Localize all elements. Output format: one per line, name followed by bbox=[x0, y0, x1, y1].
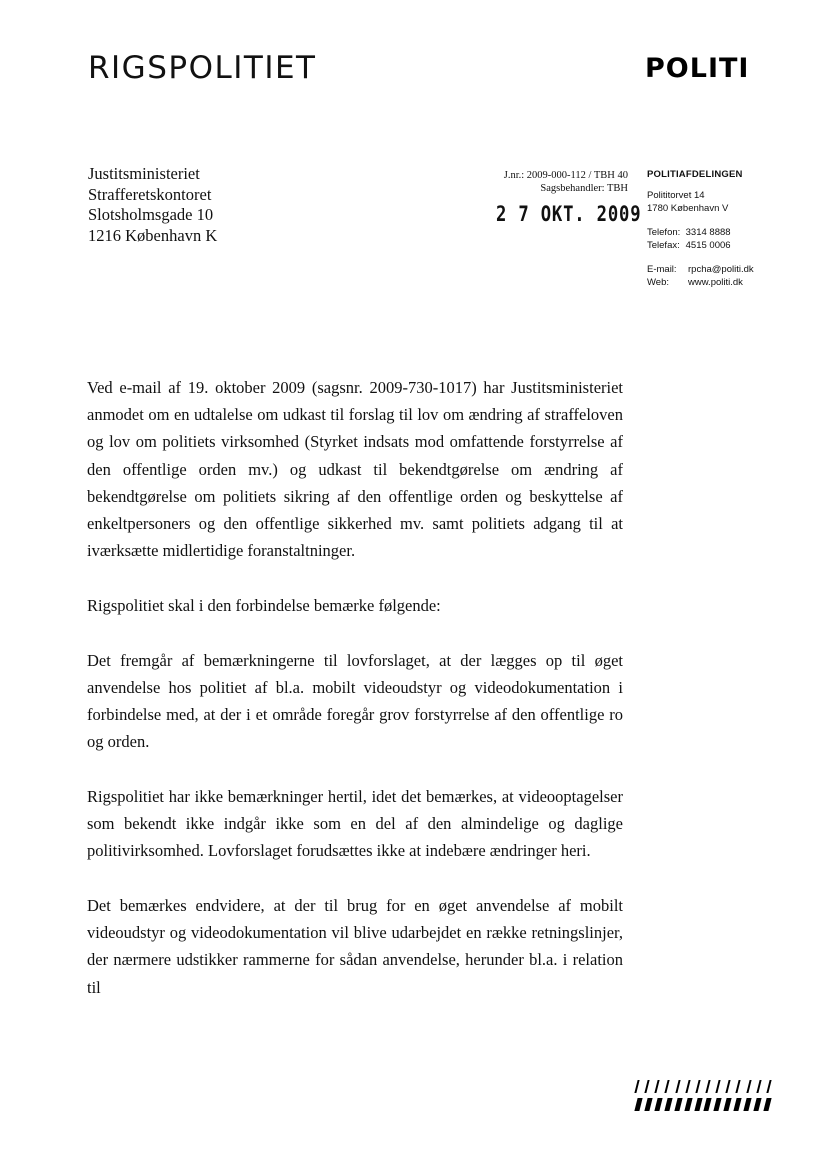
body-paragraph: Det bemærkes endvidere, at der til brug for en øget anvendelse af mobilt videoudstyr og videodokumentation vil blive udarbejdet en række retningslinjer, der nærmere udstikker rammerne for sådan anvendelse, herunder bl.a. i relation til bbox=[87, 896, 623, 997]
recipient-line: 1216 København K bbox=[88, 225, 218, 245]
date-stamp: 2 7 OKT. 2009 bbox=[496, 202, 642, 226]
sender-address-line: 1780 København V bbox=[647, 203, 729, 214]
department-name: POLITIAFDELINGEN bbox=[647, 169, 743, 180]
sender-block bbox=[647, 168, 787, 289]
recipient-line: Strafferetskontoret bbox=[88, 184, 212, 204]
organization-title: RIGSPOLITIET bbox=[88, 50, 317, 86]
phone-label: Telefon: bbox=[647, 227, 681, 238]
body-paragraph: Det fremgår af bemærkningerne til lovforslaget, at der lægges op til øget anvendelse hos politiet af bl.a. mobilt videoudstyr og videodokumentation i forbindelse med, at der i et område foregår grov forstyrrelse af den offentlige ro og orden. bbox=[87, 650, 623, 752]
politi-logo: POLITI bbox=[645, 53, 750, 84]
body-paragraph: Rigspolitiet skal i den forbindelse bemærke følgende: bbox=[87, 595, 441, 615]
fax-row bbox=[647, 239, 787, 252]
body-paragraph: Rigspolitiet har ikke bemærkninger hertil, idet det bemærkes, at videooptagelser som bekendt ikke indgår ikke som en del af den almindelige og daglige politivirksomhed. Lovforslaget forudsættes ikke at indebære ændringer heri. bbox=[87, 786, 623, 861]
reference-block bbox=[470, 169, 628, 195]
journal-number: J.nr.: 2009-000-112 / TBH 40 bbox=[503, 170, 628, 181]
fax-label: Telefax: bbox=[647, 240, 680, 251]
letter-body bbox=[87, 374, 623, 1028]
web-row bbox=[647, 276, 787, 289]
body-paragraph: Ved e-mail af 19. oktober 2009 (sagsnr. 2009-730-1017) har Justitsministeriet anmodet om en udtalelse om udkast til forslag til lov om ændring af straffeloven og lov om politiets virksomhed (Styrket indsats mod omfattende forstyrrelse af den offentlige orden mv.) og udkast til bekendtgørelse om ændring af bekendtgørelse om politiets sikring af den offentlige orden og beskyttelse af enkeltpersoners og den offentlige sikkerhed mv. samt politiets adgang til at iværksætte midlertidige foranstaltninger. bbox=[87, 378, 623, 561]
email-label: E-mail: bbox=[647, 264, 677, 275]
recipient-line: Slotsholmsgade 10 bbox=[88, 205, 214, 224]
email-row bbox=[647, 263, 787, 276]
web-value: www.politi.dk bbox=[688, 277, 743, 288]
phone-row bbox=[647, 226, 787, 239]
sender-address-line: Polititorvet 14 bbox=[647, 190, 705, 201]
barcode-mark bbox=[636, 1080, 770, 1116]
recipient-address bbox=[88, 164, 348, 246]
email-value: rpcha@politi.dk bbox=[688, 264, 754, 275]
recipient-line: Justitsministeriet bbox=[88, 164, 200, 183]
barcode-row bbox=[636, 1080, 770, 1093]
phone-value: 3314 8888 bbox=[685, 227, 731, 238]
web-label: Web: bbox=[647, 277, 670, 288]
fax-value: 4515 0006 bbox=[685, 240, 731, 251]
barcode-row bbox=[636, 1098, 770, 1111]
case-officer: Sagsbehandler: TBH bbox=[540, 183, 628, 194]
